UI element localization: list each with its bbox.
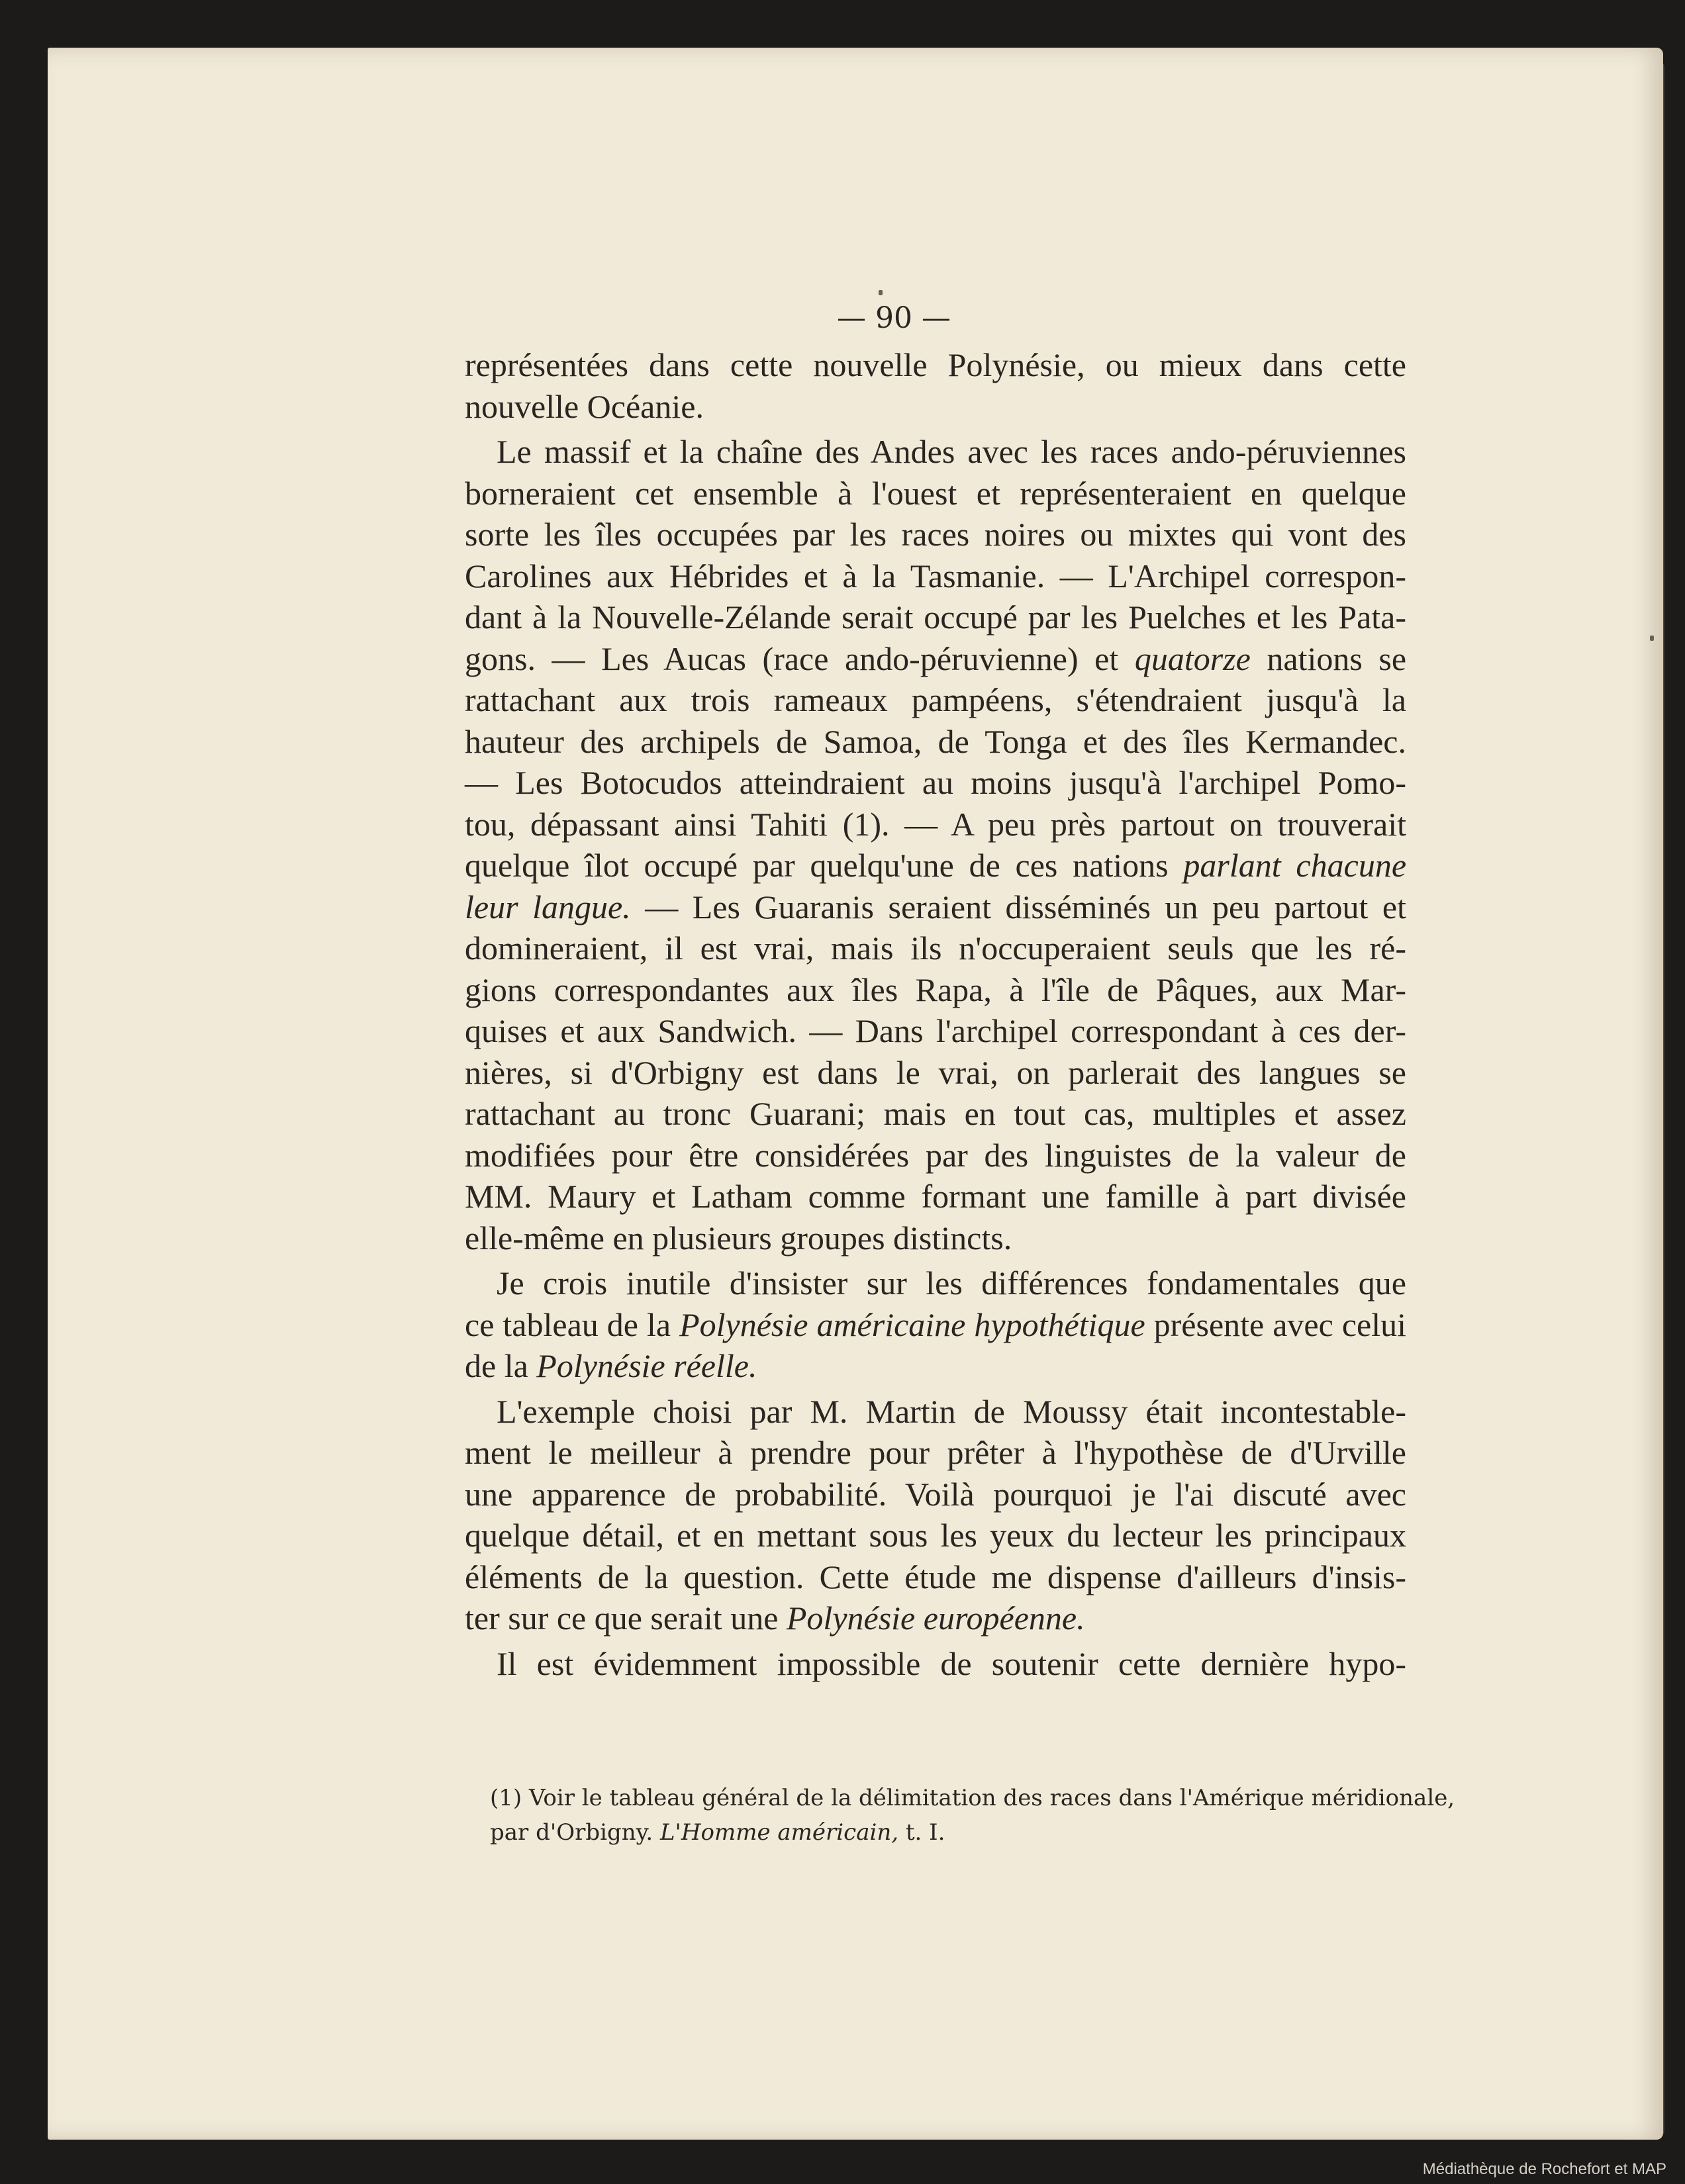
paragraph-4 [465,1391,1406,1639]
paragraph-3 [465,1262,1406,1387]
text-line [465,1345,1406,1387]
text-line: elle-même en plusieurs groupes distincts. [465,1219,1012,1257]
italic-run: leur langue. [465,888,631,926]
text-line: nières, si d'Orbigny est dans le vrai, on parlerait des langues se [465,1053,1406,1091]
text-line: éléments de la question. Cette étude me dispense d'ailleurs d'insis- [465,1558,1406,1595]
footnote [490,1781,1455,1850]
text-line: quises et aux Sandwich. — Dans l'archipel correspondant à ces der- [465,1012,1406,1049]
text-line: hauteur des archipels de Samoa, de Tonga et des îles Kermandec. [465,722,1406,760]
text-line: Carolines aux Hébrides et à la Tasmanie. — L'Archipel correspon- [465,557,1406,594]
text-run: gons. — Les Aucas (race ando-péruvienne) et [465,640,1119,677]
text-line [465,886,1406,928]
italic-run: Polynésie américaine hypothétique [679,1306,1145,1343]
text-line: MM. Maury et Latham comme formant une famille à part divisée [465,1178,1406,1215]
text-line [465,1597,1406,1639]
footnote-line: (1) Voir le tableau général de la délimitation des races dans l'Amérique méridionale, [490,1785,1455,1811]
text-line: représentées dans cette nouvelle Polynésie, ou mieux dans cette [465,346,1406,383]
text-line [465,845,1406,886]
text-run: par d'Orbigny. [490,1819,653,1846]
italic-run: Polynésie européenne. [786,1599,1085,1637]
text-line: sorte les îles occupées par les races noires ou mixtes qui vont des [465,516,1406,553]
paragraph-2 [465,431,1406,1258]
text-line: modifiées pour être considérées par des linguistes de la valeur de [465,1136,1406,1174]
text-line: gions correspondantes aux îles Rapa, à l'île de Pâques, aux Mar- [465,971,1406,1008]
text-line: borneraient cet ensemble à l'ouest et représenteraient en quelque [465,474,1406,512]
text-line: rattachant au tronc Guarani; mais en tout cas, multiples et assez [465,1095,1406,1132]
text-line: Le massif et la chaîne des Andes avec les races ando-péruviennes [497,433,1406,470]
text-line: nouvelle Océanie. [465,387,704,425]
footnote-line [490,1815,1423,1850]
paragraph-5 [465,1643,1406,1685]
text-line: ment le meilleur à prendre pour prêter à l'hypothèse de d'Urville [465,1434,1406,1471]
text-line: dant à la Nouvelle-Zélande serait occupé par les Puelches et les Pata- [465,598,1406,636]
text-line: une apparence de probabilité. Voilà pourquoi je l'ai discuté avec [465,1475,1406,1513]
italic-run: quatorze [1134,640,1251,677]
text-line: Je crois inutile d'insister sur les différences fondamentales que [497,1264,1406,1302]
text-run: — Les Guaranis seraient disséminés un peu partout et [645,888,1406,926]
text-run: t. I. [905,1819,945,1846]
text-line: quelque détail, et en mettant sous les yeux du lecteur les principaux [465,1517,1406,1554]
text-line: rattachant aux trois rameaux pampéens, s'étendraient jusqu'à la [465,681,1406,718]
ink-dot [1650,636,1654,641]
text-line: — Les Botocudos atteindraient au moins jusqu'à l'archipel Pomo- [465,764,1406,801]
text-line: L'exemple choisi par M. Martin de Moussy était incontestable- [497,1392,1406,1430]
text-run: nations se [1267,640,1407,677]
text-line [465,638,1406,680]
italic-run: L'Homme américain, [659,1819,899,1846]
italic-run: parlant chacune [1183,847,1407,884]
text-run: ter sur ce que serait une [465,1599,779,1637]
text-line: Il est évidemment impossible de soutenir cette dernière hypo- [497,1644,1406,1682]
text-run: quelque îlot occupé par quelqu'une de ces nations [465,847,1169,884]
text-line: domineraient, il est vrai, mais ils n'occuperaient seuls que les ré- [465,929,1406,967]
italic-run: Polynésie réelle. [536,1347,757,1384]
page-number: — 90 — [837,301,951,335]
text-run: de la [465,1347,528,1384]
text-line: tou, dépassant ainsi Tahiti (1). — A peu près partout on trouverait [465,805,1406,843]
text-run: ce tableau de la [465,1306,671,1343]
text-line [465,1304,1406,1346]
ink-dot [879,290,883,295]
paragraph-1 [465,344,1406,427]
body-text [465,344,1406,1684]
text-run: présente avec celui [1153,1306,1406,1343]
library-watermark: Médiathèque de Rochefort et MAP [1422,2160,1666,2178]
